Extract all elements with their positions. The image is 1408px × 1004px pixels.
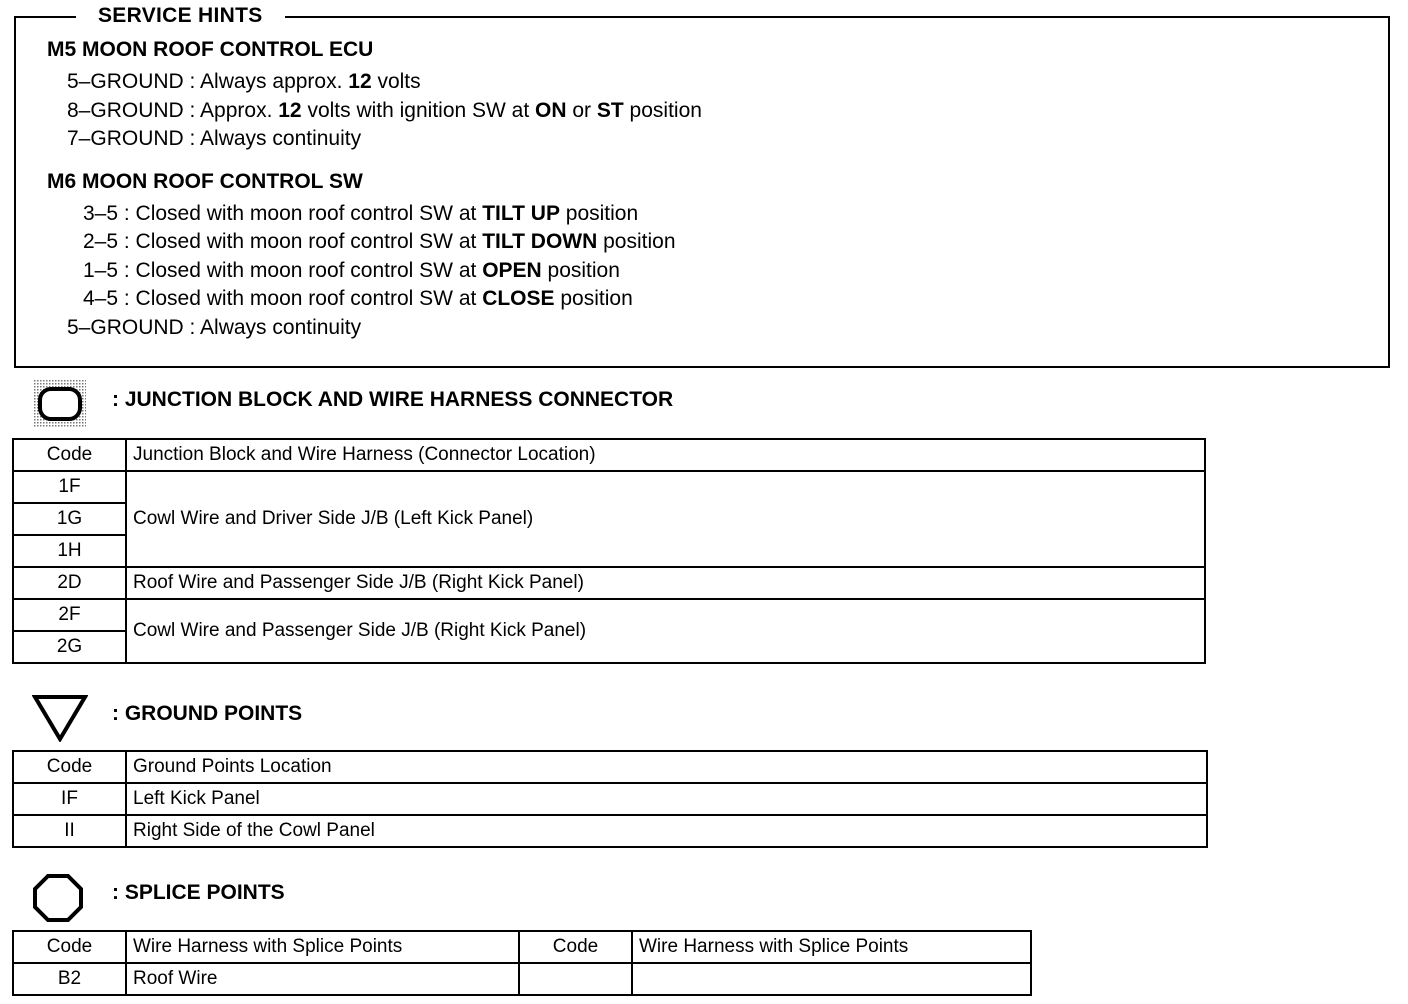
m6-line-1: 3–5 : Closed with moon roof control SW at TILT UP position <box>83 202 639 225</box>
m5-line-2: 8–GROUND : Approx. 12 volts with ignition SW at ON or ST position <box>67 99 702 122</box>
splice-section-title: : SPLICE POINTS <box>112 881 285 904</box>
table-row <box>13 567 1205 599</box>
table-row <box>13 815 1207 847</box>
location-cell: Roof Wire and Passenger Side J/B (Right Kick Panel) <box>126 567 1205 599</box>
harness-cell <box>632 963 1031 995</box>
code-cell: 1G <box>13 503 126 535</box>
splice-table <box>12 930 1032 996</box>
code-cell: 1H <box>13 535 126 567</box>
table-row <box>13 471 1205 503</box>
location-cell: Cowl Wire and Driver Side J/B (Left Kick Panel) <box>126 471 1205 567</box>
m6-line-2: 2–5 : Closed with moon roof control SW at TILT DOWN position <box>83 230 676 253</box>
junction-connector-icon <box>34 380 86 428</box>
code-cell <box>519 963 632 995</box>
table-row <box>13 783 1207 815</box>
table-header-row <box>13 931 1031 963</box>
m5-line-3: 7–GROUND : Always continuity <box>67 127 362 150</box>
code-cell: 2G <box>13 631 126 663</box>
junction-table <box>12 438 1206 664</box>
table-row <box>13 963 1031 995</box>
m5-line-1: 5–GROUND : Always approx. 12 volts <box>67 70 421 93</box>
m6-line-3: 1–5 : Closed with moon roof control SW at OPEN position <box>83 259 620 282</box>
code-cell: 2F <box>13 599 126 631</box>
m5-heading: M5 MOON ROOF CONTROL ECU <box>47 38 374 61</box>
header-desc: Wire Harness with Splice Points <box>126 931 519 963</box>
ground-triangle-icon <box>32 694 88 742</box>
m6-line-5: 5–GROUND : Always continuity <box>67 316 362 339</box>
code-cell: 2D <box>13 567 126 599</box>
harness-cell: Roof Wire <box>126 963 519 995</box>
table-header-row <box>13 439 1205 471</box>
code-cell: 1F <box>13 471 126 503</box>
table-row <box>13 599 1205 631</box>
header-desc: Ground Points Location <box>126 751 1207 783</box>
ground-table <box>12 750 1208 848</box>
ground-section-title: : GROUND POINTS <box>112 702 303 725</box>
splice-octagon-icon <box>32 873 84 923</box>
code-cell: IF <box>13 783 126 815</box>
m6-line-4: 4–5 : Closed with moon roof control SW at CLOSE position <box>83 287 633 310</box>
header-code: Code <box>13 439 126 471</box>
code-cell: II <box>13 815 126 847</box>
header-code: Code <box>13 931 126 963</box>
m6-heading: M6 MOON ROOF CONTROL SW <box>47 170 363 193</box>
header-desc: Wire Harness with Splice Points <box>632 931 1031 963</box>
header-code: Code <box>13 751 126 783</box>
location-cell: Cowl Wire and Passenger Side J/B (Right Kick Panel) <box>126 599 1205 663</box>
location-cell: Right Side of the Cowl Panel <box>126 815 1207 847</box>
header-code: Code <box>519 931 632 963</box>
junction-section-title: : JUNCTION BLOCK AND WIRE HARNESS CONNECTOR <box>112 388 674 411</box>
header-desc: Junction Block and Wire Harness (Connector Location) <box>126 439 1205 471</box>
table-header-row <box>13 751 1207 783</box>
location-cell: Left Kick Panel <box>126 783 1207 815</box>
code-cell: B2 <box>13 963 126 995</box>
service-hints-title: SERVICE HINTS <box>76 4 285 28</box>
